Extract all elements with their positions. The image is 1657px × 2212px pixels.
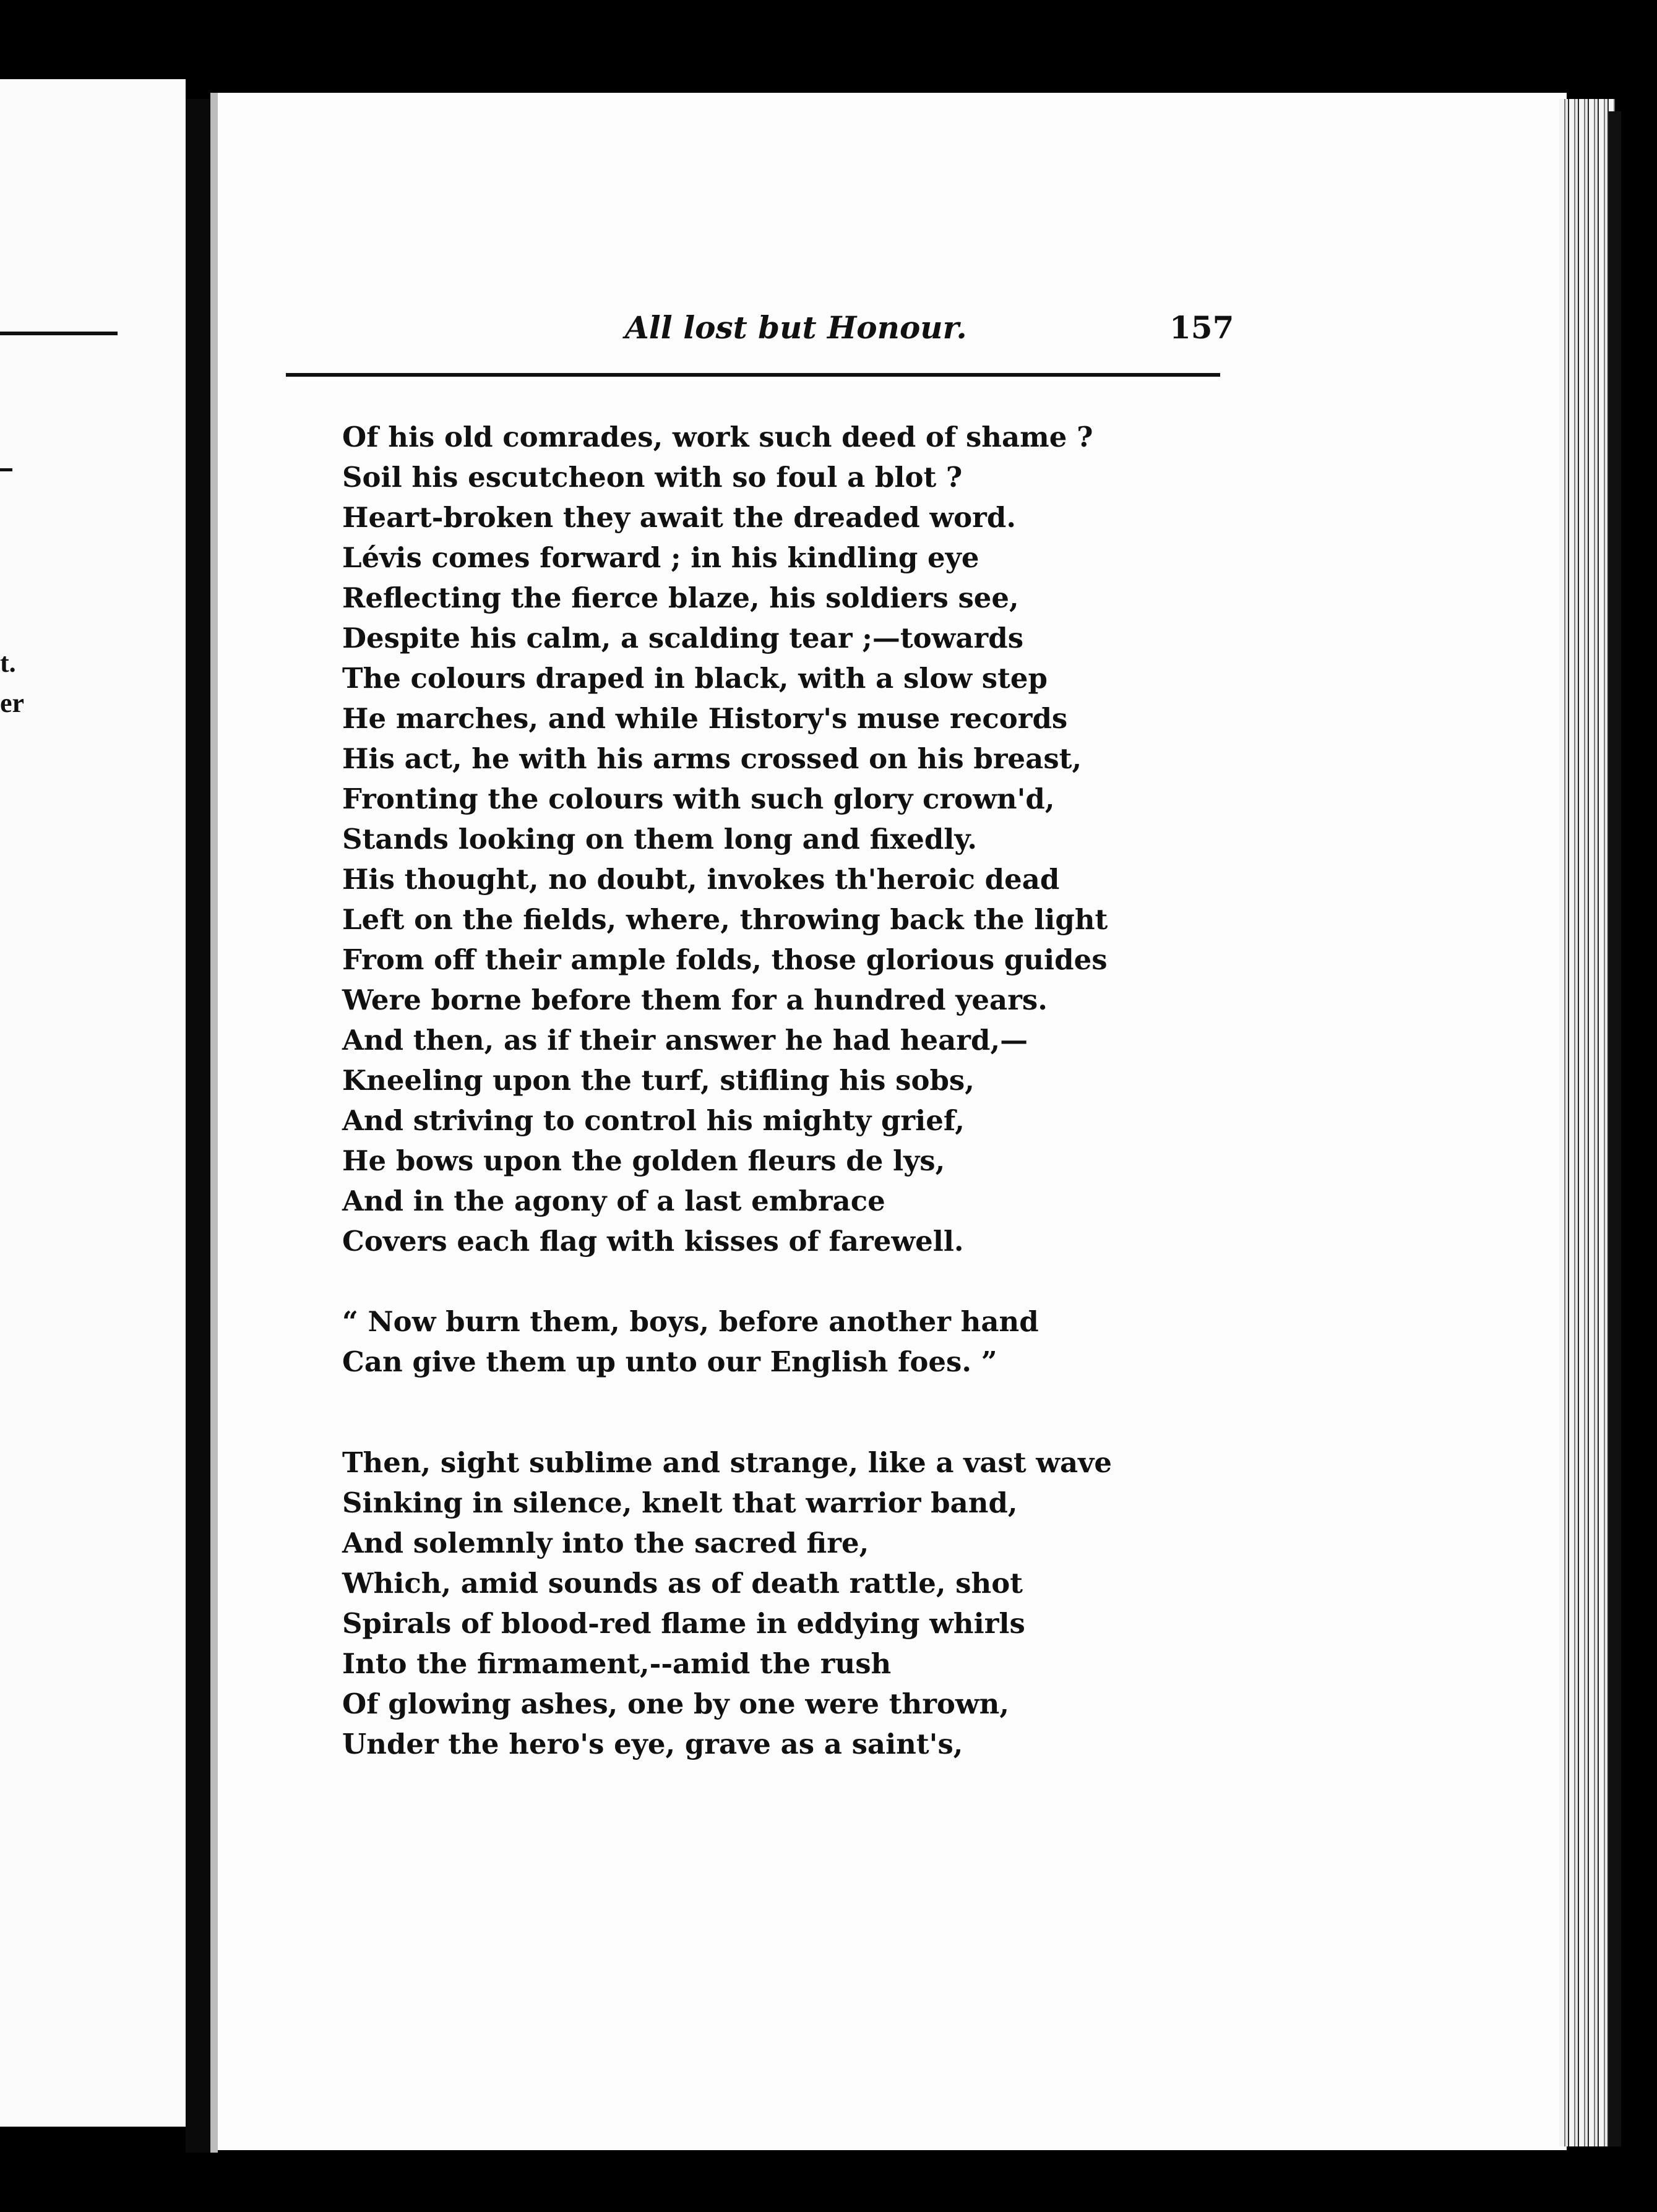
poem-line: Reflecting the fierce blaze, his soldiers see, <box>342 581 1019 614</box>
previous-page-fragment <box>0 79 186 2127</box>
poem-line: His thought, no doubt, invokes th'heroic dead <box>342 863 1060 896</box>
poem-line: Spirals of blood-red flame in eddying whirls <box>342 1607 1025 1640</box>
page-edges-shadow <box>1609 111 1621 2146</box>
poem-line: Kneeling upon the turf, stifling his sobs, <box>342 1064 975 1097</box>
poem-body <box>342 417 1147 1764</box>
previous-page-dash <box>0 468 12 471</box>
stanza-break <box>342 1382 1147 1443</box>
poem-line: And then, as if their answer he had heard,— <box>342 1024 1028 1057</box>
poem-line: He bows upon the golden fleurs de lys, <box>342 1144 945 1177</box>
stanza <box>342 1301 1147 1382</box>
page-edges <box>1559 99 1615 2146</box>
poem-line: Lévis comes forward ; in his kindling eye <box>342 541 979 574</box>
poem-line: He marches, and while History's muse records <box>342 702 1068 735</box>
running-title: All lost but Honour. <box>625 309 967 346</box>
poem-line: And striving to control his mighty grief, <box>342 1104 965 1137</box>
poem-line: Covers each flag with kisses of farewell. <box>342 1225 964 1258</box>
poem-line: Soil his escutcheon with so foul a blot ? <box>342 461 963 494</box>
poem-line: Of his old comrades, work such deed of shame ? <box>342 421 1093 453</box>
header-rule <box>286 373 1220 377</box>
poem-line: The colours draped in black, with a slow step <box>342 662 1048 695</box>
poem-line: Can give them up unto our English foes. ” <box>342 1345 997 1378</box>
poem-line: Stands looking on them long and fixedly. <box>342 823 978 855</box>
poem-line: And solemnly into the sacred fire, <box>342 1527 869 1559</box>
poem-line: And in the agony of a last embrace <box>342 1185 885 1217</box>
poem-line: “ Now burn them, boys, before another hand <box>342 1305 1039 1338</box>
previous-page-rule <box>0 332 118 335</box>
stanza-break <box>342 1261 1147 1301</box>
poem-line: Then, sight sublime and strange, like a vast wave <box>342 1446 1112 1479</box>
poem-line: Under the hero's eye, grave as a saint's, <box>342 1728 963 1760</box>
poem-line: His act, he with his arms crossed on his breast, <box>342 742 1082 775</box>
poem-line: Fronting the colours with such glory crown'd, <box>342 782 1055 815</box>
poem-line: Into the firmament,--amid the rush <box>342 1647 892 1680</box>
gutter-edge <box>210 93 218 2153</box>
poem-line: Despite his calm, a scalding tear ;—towards <box>342 622 1024 654</box>
previous-page-text-fragment: er <box>0 688 25 718</box>
previous-page-text-fragment: t. <box>0 648 16 678</box>
poem-line: Which, amid sounds as of death rattle, shot <box>342 1567 1023 1600</box>
poem-line: Left on the fields, where, throwing back the light <box>342 903 1108 936</box>
poem-line: Sinking in silence, knelt that warrior band, <box>342 1486 1018 1519</box>
poem-line: Of glowing ashes, one by one were thrown, <box>342 1687 1010 1720</box>
poem-line: Heart-broken they await the dreaded word. <box>342 501 1016 534</box>
stanza <box>342 1443 1147 1764</box>
poem-line: From off their ample folds, those glorious guides <box>342 943 1108 976</box>
stanza <box>342 417 1147 1261</box>
page-number: 157 <box>1169 309 1234 346</box>
poem-line: Were borne before them for a hundred years. <box>342 984 1048 1016</box>
